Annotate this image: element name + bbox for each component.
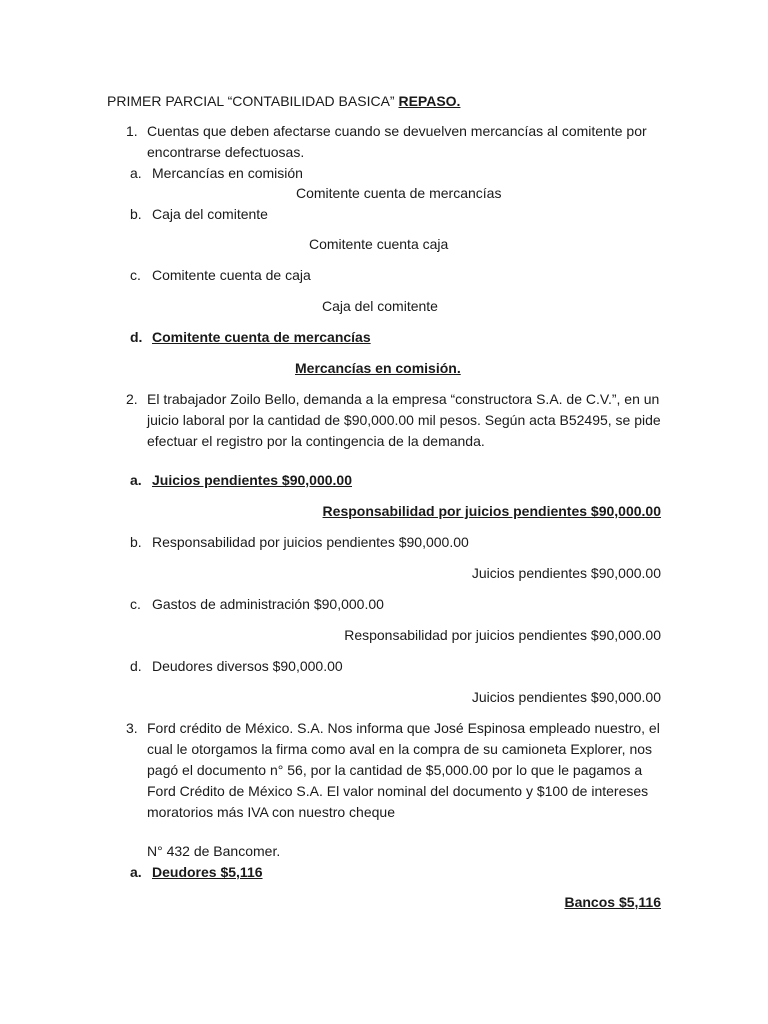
- q1-option-d-debit: Comitente cuenta de mercancías: [152, 329, 371, 345]
- q1-option-b: b. Caja del comitente: [130, 206, 268, 222]
- question-3-text-continued: N° 432 de Bancomer.: [147, 843, 281, 859]
- title-text: PRIMER PARCIAL “CONTABILIDAD BASICA”: [107, 93, 399, 109]
- question-2-number: 2.: [126, 391, 138, 407]
- q2-option-d: d. Deudores diversos $90,000.00: [130, 658, 343, 674]
- title-emphasis: REPASO.: [398, 93, 461, 109]
- q3-option-a: a. Deudores $5,116: [130, 864, 263, 880]
- q3-option-a-debit: Deudores $5,116: [152, 864, 263, 880]
- document-title: [107, 92, 460, 110]
- q1-option-a-credit: Comitente cuenta de mercancías: [296, 185, 502, 201]
- question-2-text: El trabajador Zoilo Bello, demanda a la empresa “constructora S.A. de C.V.”, en un juicio laboral por la cantidad de $90,000.00 mil pesos. Según acta B52495, se pide efectuar el registro por la contingencia de la demanda.: [147, 391, 661, 449]
- q1-option-a-debit: Mercancías en comisión: [152, 165, 303, 181]
- q2-option-a: a. Juicios pendientes $90,000.00: [130, 472, 352, 488]
- q1-option-d: d. Comitente cuenta de mercancías: [130, 329, 371, 345]
- q2-option-d-debit: Deudores diversos $90,000.00: [152, 658, 343, 674]
- q1-option-b-credit: Comitente cuenta caja: [309, 236, 449, 252]
- q2-option-d-credit: Juicios pendientes $90,000.00: [471, 689, 661, 705]
- q2-option-c-credit: Responsabilidad por juicios pendientes $90,000.00: [344, 627, 661, 643]
- q2-option-c: c. Gastos de administración $90,000.00: [130, 596, 384, 612]
- q3-option-a-credit: Bancos $5,116: [564, 894, 661, 910]
- question-1-number: 1.: [126, 123, 138, 139]
- q1-option-a: a. Mercancías en comisión: [130, 165, 303, 181]
- q1-option-c-debit: Comitente cuenta de caja: [152, 267, 311, 283]
- q1-option-c-credit: Caja del comitente: [322, 298, 438, 314]
- q2-option-b: b. Responsabilidad por juicios pendientes $90,000.00: [130, 534, 469, 550]
- q1-option-b-debit: Caja del comitente: [152, 206, 268, 222]
- q2-option-a-debit: Juicios pendientes $90,000.00: [152, 472, 352, 488]
- question-3-number: 3.: [126, 720, 138, 736]
- q1-option-d-credit: Mercancías en comisión.: [295, 360, 461, 376]
- q2-option-c-debit: Gastos de administración $90,000.00: [152, 596, 384, 612]
- q2-option-b-debit: Responsabilidad por juicios pendientes $90,000.00: [152, 534, 469, 550]
- q2-option-a-credit: Responsabilidad por juicios pendientes $90,000.00: [322, 503, 661, 519]
- q1-option-c: c. Comitente cuenta de caja: [130, 267, 311, 283]
- q2-option-b-credit: Juicios pendientes $90,000.00: [471, 565, 661, 581]
- question-3-text: Ford crédito de México. S.A. Nos informa que José Espinosa empleado nuestro, el cual le otorgamos la firma como aval en la compra de su camioneta Explorer, nos pagó el documento n° 56, por la cantidad de $5,000.00 por lo que le pagamos a Ford Crédito de México S.A. El valor nominal del documento y $100 de intereses moratorios más IVA con nuestro cheque: [147, 720, 660, 820]
- question-1-text: Cuentas que deben afectarse cuando se devuelven mercancías al comitente por encontrarse defectuosas.: [147, 123, 647, 160]
